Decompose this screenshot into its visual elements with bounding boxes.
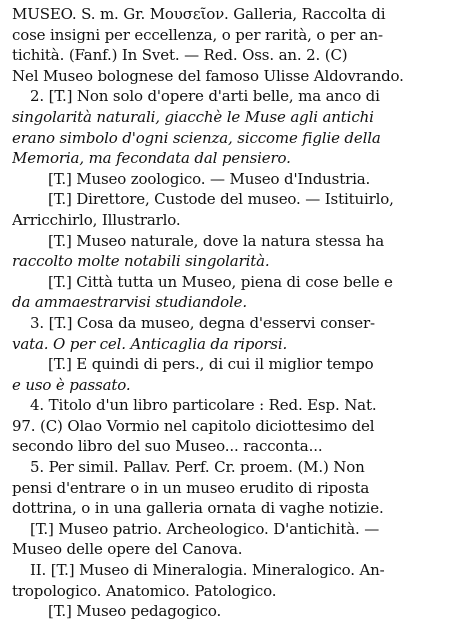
text-line-3: tichità. (Fanf.) In Svet. — Red. Oss. an. 2. (C) [12, 46, 348, 65]
text-line-26: [T.] Museo patrio. Archeologico. D'antichità. — [30, 519, 380, 538]
text-line-27: Museo delle opere del Canova. [12, 540, 243, 559]
text-line-12: [T.] Museo naturale, dove la natura stessa ha [48, 231, 385, 250]
text-line-1: MUSEO. S. m. Gr. Μουσεῖον. Galleria, Raccolta di [12, 5, 386, 23]
text-line-2: cose insigni per eccellenza, o per rarità, o per an- [12, 25, 383, 44]
text-line-29: tropologico. Anatomico. Patologico. [12, 581, 277, 600]
text-line-11: Arricchirlo, Illustrarlo. [12, 210, 181, 229]
text-line-18: [T.] E quindi di pers., di cui il miglior tempo [48, 355, 374, 374]
entry-museo [12, 4, 463, 622]
text-line-14: [T.] Città tutta un Museo, piena di cose belle e [48, 272, 393, 291]
text-line-25: dottrina, o in una galleria ornata di vaghe notizie. [12, 499, 384, 518]
text-line-4: Nel Museo bolognese del famoso Ulisse Aldovrando. [12, 66, 404, 85]
text-line-16: 3. [T.] Cosa da museo, degna d'esservi conser- [30, 313, 375, 332]
text-line-17: vata. O per cel. Anticaglia da riporsi. [12, 334, 288, 353]
text-line-21: 97. (C) Olao Vormio nel capitolo diciottesimo del [12, 416, 375, 435]
text-line-20: 4. Titolo d'un libro particolare : Red. Esp. Nat. [30, 396, 377, 415]
text-line-10: [T.] Direttore, Custode del museo. — Istituirlo, [48, 190, 394, 209]
text-line-9: [T.] Museo zoologico. — Museo d'Industria. [48, 169, 371, 188]
text-line-28: II. [T.] Museo di Mineralogia. Mineralogico. An- [30, 561, 385, 580]
text-line-15: da ammaestrarvisi studiandole. [12, 293, 248, 312]
text-line-5: 2. [T.] Non solo d'opere d'arti belle, ma anco di [30, 87, 380, 106]
text-line-19: e uso è passato. [12, 375, 131, 394]
text-line-22: secondo libro del suo Museo... racconta... [12, 437, 323, 456]
text-line-7: erano simbolo d'ogni scienza, siccome figlie della [12, 128, 381, 147]
text-line-30: [T.] Museo pedagogico. [48, 602, 222, 621]
text-line-24: pensi d'entrare o in un museo erudito di riposta [12, 478, 370, 497]
text-line-13: raccolto molte notabili singolarità. [12, 252, 270, 271]
text-line-6: singolarità naturali, giacchè le Muse agli antichi [12, 107, 374, 126]
text-line-8: Memoria, ma fecondata dal pensiero. [12, 149, 291, 168]
text-line-23: 5. Per simil. Pallav. Perf. Cr. proem. (M.) Non [30, 458, 365, 477]
